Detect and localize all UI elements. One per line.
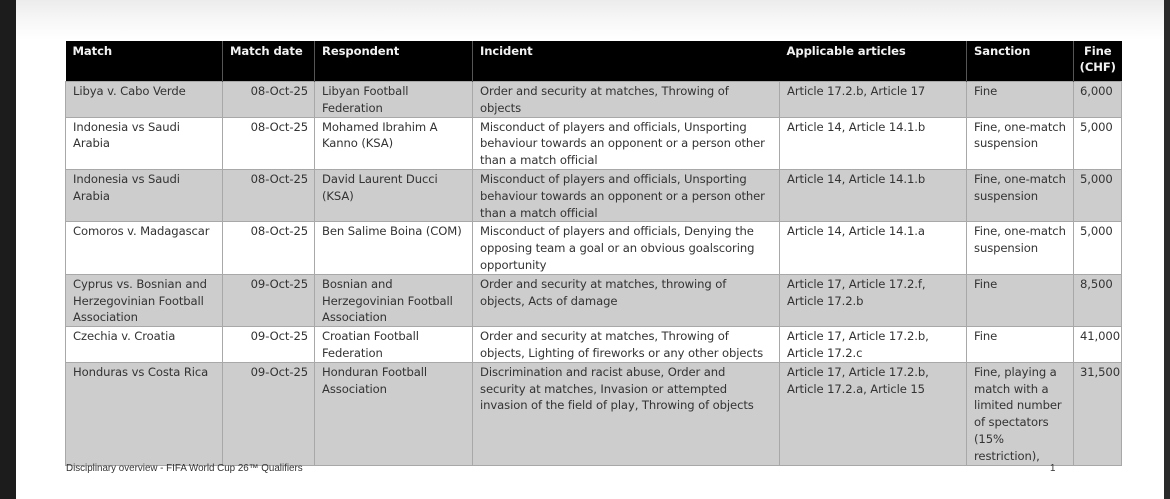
cell-match: Czechia v. Croatia bbox=[66, 327, 223, 363]
cell-sanction: Fine, one-match suspension bbox=[967, 117, 1074, 169]
cell-incident: Order and security at matches, Throwing of objects, Lighting of fireworks or any other objects bbox=[473, 327, 780, 363]
cell-match-date: 09-Oct-25 bbox=[223, 327, 315, 363]
cell-sanction: Fine, one-match suspension bbox=[967, 222, 1074, 274]
cell-sanction: Fine, playing a match with a limited number of spectators (15% restriction), bbox=[967, 362, 1074, 465]
cell-respondent: Croatian Football Federation bbox=[315, 327, 473, 363]
header-match-date: Match date bbox=[223, 41, 315, 82]
cell-incident: Order and security at matches, throwing of objects, Acts of damage bbox=[473, 274, 780, 326]
cell-fine: 31,500 bbox=[1074, 362, 1122, 465]
cell-fine: 5,000 bbox=[1074, 117, 1122, 169]
cell-incident: Misconduct of players and officials, Denying the opposing team a goal or an obvious goalscoring opportunity bbox=[473, 222, 780, 274]
cell-applicable-articles: Article 17.2.b, Article 17 bbox=[780, 82, 967, 118]
cell-fine: 41,000 bbox=[1074, 327, 1122, 363]
cell-match-date: 09-Oct-25 bbox=[223, 274, 315, 326]
cell-respondent: Libyan Football Federation bbox=[315, 82, 473, 118]
cell-applicable-articles: Article 17, Article 17.2.b, Article 17.2.c bbox=[780, 327, 967, 363]
cell-applicable-articles: Article 14, Article 14.1.a bbox=[780, 222, 967, 274]
cell-sanction: Fine bbox=[967, 274, 1074, 326]
cell-match-date: 08-Oct-25 bbox=[223, 82, 315, 118]
table-row bbox=[66, 82, 1122, 118]
cell-sanction: Fine bbox=[967, 327, 1074, 363]
cell-match: Indonesia vs Saudi Arabia bbox=[66, 169, 223, 221]
header-incident: Incident bbox=[473, 41, 780, 82]
cell-respondent: Mohamed Ibrahim A Kanno (KSA) bbox=[315, 117, 473, 169]
cell-respondent: Honduran Football Association bbox=[315, 362, 473, 465]
table-row bbox=[66, 274, 1122, 326]
cell-incident: Order and security at matches, Throwing of objects bbox=[473, 82, 780, 118]
header-applicable-articles: Applicable articles bbox=[780, 41, 967, 82]
header-sanction: Sanction bbox=[967, 41, 1074, 82]
cell-match: Cyprus vs. Bosnian and Herzegovinian Football Association bbox=[66, 274, 223, 326]
cell-fine: 6,000 bbox=[1074, 82, 1122, 118]
cell-match-date: 09-Oct-25 bbox=[223, 362, 315, 465]
cell-match: Comoros v. Madagascar bbox=[66, 222, 223, 274]
cell-fine: 5,000 bbox=[1074, 222, 1122, 274]
header-match: Match bbox=[66, 41, 223, 82]
cell-incident: Discrimination and racist abuse, Order and security at matches, Invasion or attempted invasion of the field of play, Throwing of objects bbox=[473, 362, 780, 465]
cell-fine: 5,000 bbox=[1074, 169, 1122, 221]
footer-page-number: 1 bbox=[1050, 463, 1056, 474]
cell-respondent: Ben Salime Boina (COM) bbox=[315, 222, 473, 274]
cell-respondent: Bosnian and Herzegovinian Football Association bbox=[315, 274, 473, 326]
table-row bbox=[66, 362, 1122, 465]
disciplinary-table bbox=[65, 41, 1122, 466]
cell-fine: 8,500 bbox=[1074, 274, 1122, 326]
cell-match-date: 08-Oct-25 bbox=[223, 222, 315, 274]
table-row bbox=[66, 117, 1122, 169]
viewer-left-edge bbox=[0, 0, 16, 499]
cell-sanction: Fine, one-match suspension bbox=[967, 169, 1074, 221]
cell-match: Honduras vs Costa Rica bbox=[66, 362, 223, 465]
cell-match: Indonesia vs Saudi Arabia bbox=[66, 117, 223, 169]
cell-sanction: Fine bbox=[967, 82, 1074, 118]
viewer-right-edge bbox=[1164, 0, 1170, 499]
table-row bbox=[66, 327, 1122, 363]
cell-applicable-articles: Article 14, Article 14.1.b bbox=[780, 169, 967, 221]
cell-applicable-articles: Article 17, Article 17.2.b, Article 17.2.a, Article 15 bbox=[780, 362, 967, 465]
table-header-row bbox=[66, 41, 1122, 82]
header-respondent: Respondent bbox=[315, 41, 473, 82]
cell-respondent: David Laurent Ducci (KSA) bbox=[315, 169, 473, 221]
table-row bbox=[66, 222, 1122, 274]
header-fine: Fine (CHF) bbox=[1074, 41, 1122, 82]
cell-applicable-articles: Article 14, Article 14.1.b bbox=[780, 117, 967, 169]
cell-match-date: 08-Oct-25 bbox=[223, 117, 315, 169]
table-row bbox=[66, 169, 1122, 221]
cell-incident: Misconduct of players and officials, Unsporting behaviour towards an opponent or a person other than a match official bbox=[473, 117, 780, 169]
cell-match-date: 08-Oct-25 bbox=[223, 169, 315, 221]
cell-applicable-articles: Article 17, Article 17.2.f, Article 17.2.b bbox=[780, 274, 967, 326]
cell-incident: Misconduct of players and officials, Unsporting behaviour towards an opponent or a person other than a match official bbox=[473, 169, 780, 221]
cell-match: Libya v. Cabo Verde bbox=[66, 82, 223, 118]
footer-document-title: Disciplinary overview - FIFA World Cup 26™ Qualifiers bbox=[66, 463, 303, 474]
